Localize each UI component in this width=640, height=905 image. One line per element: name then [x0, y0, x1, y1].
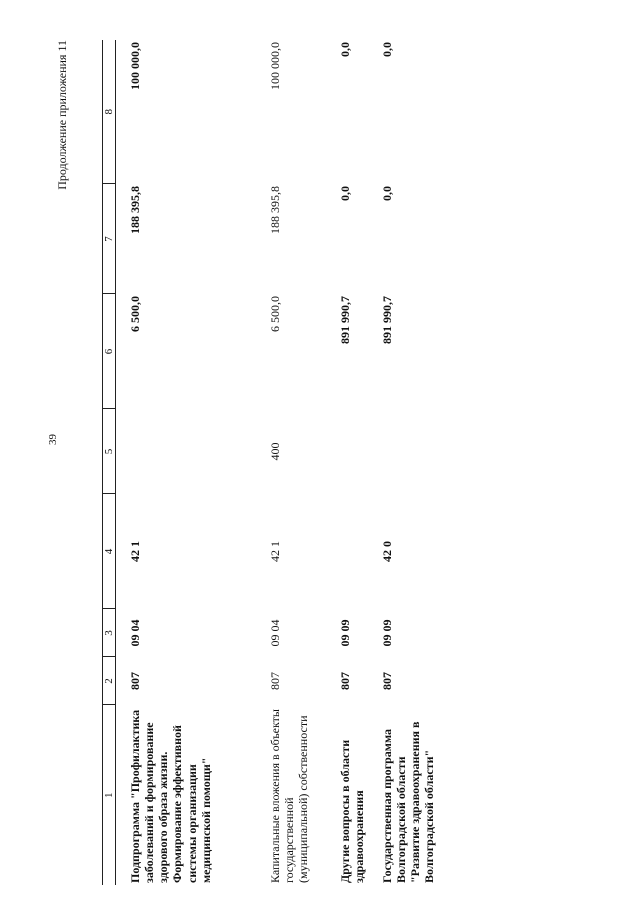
rotated-page-content [55, 40, 575, 885]
table-row [268, 40, 338, 885]
amount-col-8: 0,0 [380, 42, 394, 57]
table-row [338, 40, 380, 885]
row-name: Другие вопросы в области здравоохранения [338, 739, 367, 883]
column-header: 1 [103, 705, 116, 885]
column-header: 2 [103, 657, 116, 705]
target-article-code: 42 1 [268, 541, 282, 562]
amount-col-6: 6 500,0 [128, 296, 142, 332]
ministry-code: 807 [380, 672, 394, 690]
target-article-code [338, 494, 380, 609]
ministry-code: 807 [268, 672, 282, 690]
expense-type-code [338, 409, 380, 494]
amount-col-6: 6 500,0 [268, 296, 282, 332]
appendix-continuation-note: Продолжение приложения 11 [55, 40, 69, 190]
expense-type-code [128, 409, 268, 494]
ministry-code: 807 [338, 672, 352, 690]
section-code: 09 09 [380, 619, 394, 647]
amount-col-8: 0,0 [338, 42, 352, 57]
budget-table [102, 40, 466, 885]
page-number: 39 [47, 434, 59, 445]
expense-type-code [380, 409, 466, 494]
column-header: 4 [103, 494, 116, 609]
amount-col-7: 0,0 [380, 186, 394, 201]
section-code: 09 09 [338, 619, 352, 647]
amount-col-6: 891 990,7 [338, 296, 352, 344]
ministry-code: 807 [128, 672, 142, 690]
column-header: 6 [103, 294, 116, 409]
table-row [128, 40, 268, 885]
column-number-header [103, 40, 116, 885]
amount-col-7: 188 395,8 [128, 186, 142, 234]
amount-col-7: 0,0 [338, 186, 352, 201]
column-header: 3 [103, 609, 116, 657]
section-code: 09 04 [268, 619, 282, 647]
target-article-code: 42 1 [128, 541, 142, 562]
expense-type-code: 400 [268, 442, 282, 461]
amount-col-7: 188 395,8 [268, 186, 282, 234]
row-name: Государственная программа Волгоградской области "Развитие здравоохранения в Волгоградской области" [380, 721, 437, 883]
row-name: Подпрограмма "Профилактика заболеваний и формирование здорового образа жизни. Формирование эффективной системы организации медицинской помощи" [128, 709, 213, 883]
section-code: 09 04 [128, 619, 142, 647]
row-name: Капитальные вложения в объекты государственной (муниципальной) собственности [268, 709, 311, 883]
amount-col-6: 891 990,7 [380, 296, 394, 344]
amount-col-8: 100 000,0 [128, 42, 142, 90]
amount-col-8: 100 000,0 [268, 42, 282, 90]
column-header: 7 [103, 184, 116, 294]
column-header: 8 [103, 40, 116, 184]
target-article-code: 42 0 [380, 541, 394, 562]
table-row [380, 40, 466, 885]
column-header: 5 [103, 409, 116, 494]
